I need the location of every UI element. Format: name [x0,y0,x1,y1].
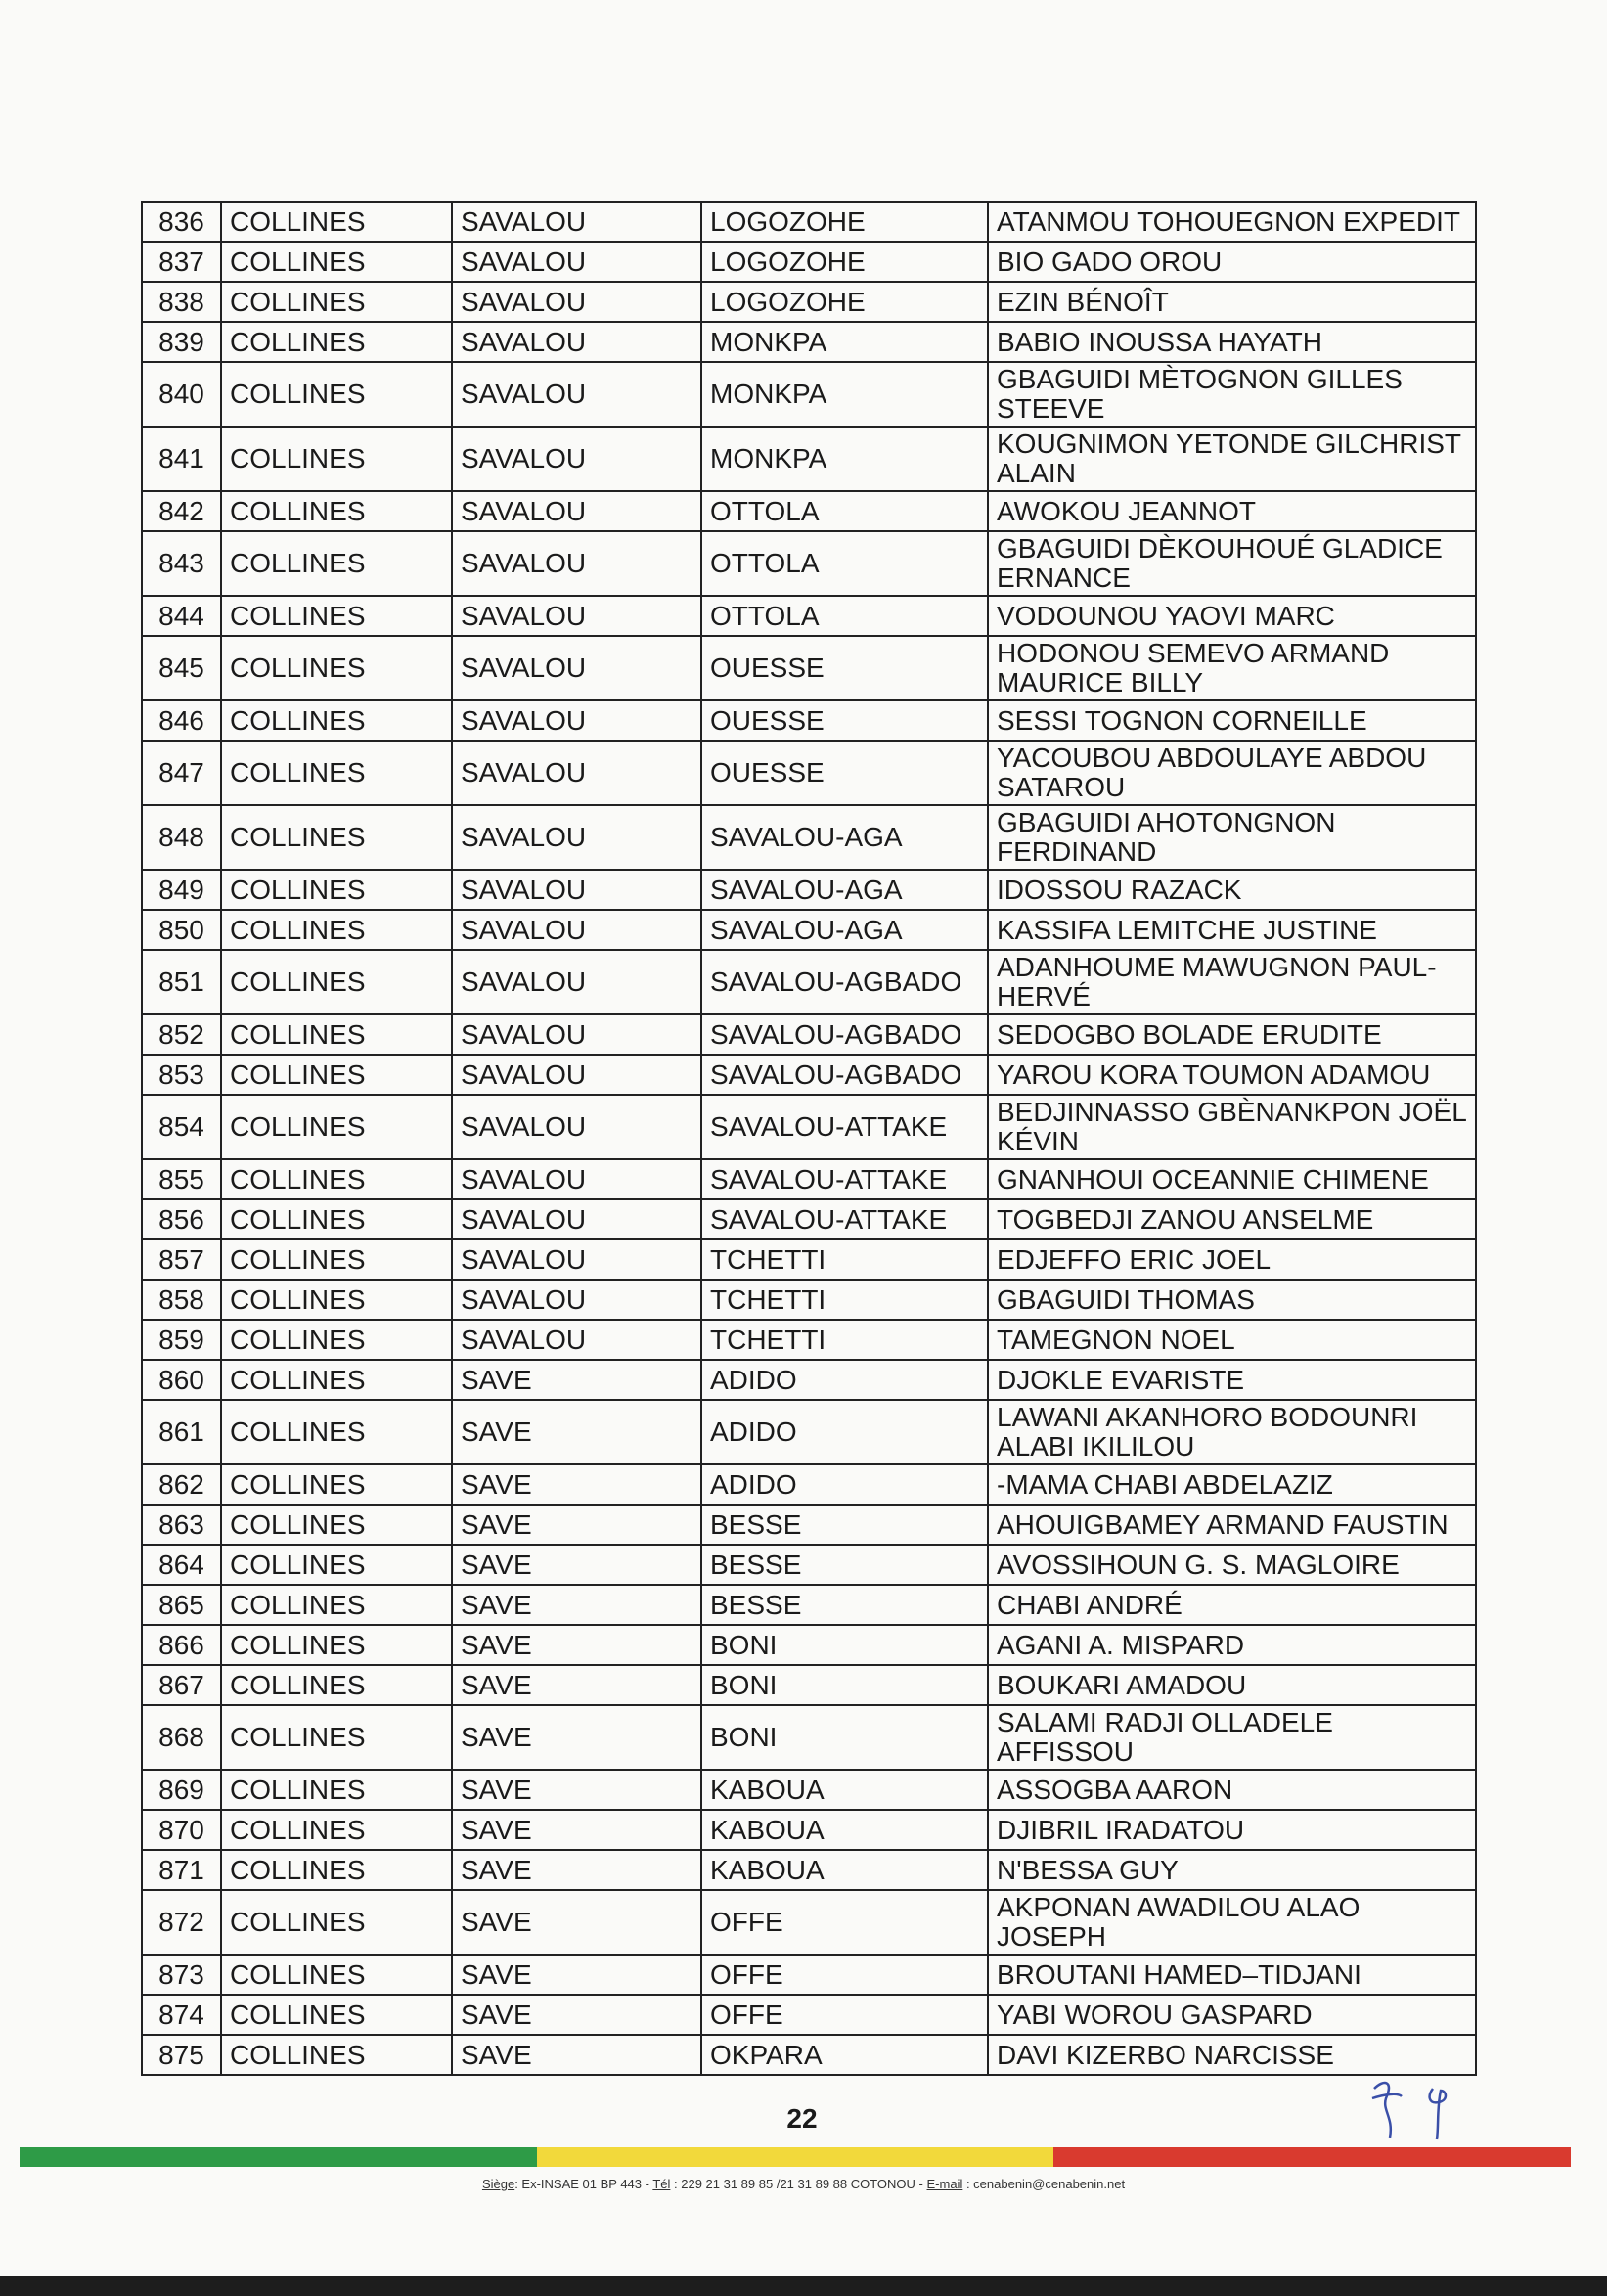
siege-label: Siège [481,2177,515,2191]
cell-commune: SAVALOU [452,1014,701,1055]
cell-name: DAVI KIZERBO NARCISSE [988,2035,1476,2075]
cell-commune: SAVALOU [452,1055,701,1095]
cell-num: 858 [142,1280,221,1320]
cell-dept: COLLINES [221,1199,452,1239]
cell-dept: COLLINES [221,1014,452,1055]
flag-color-bar [20,2147,1571,2167]
roster-table [141,201,1477,2076]
cell-arrond: OTTOLA [701,531,988,596]
cell-commune: SAVE [452,1464,701,1505]
table-row [142,1239,1476,1280]
cell-name: N'BESSA GUY [988,1850,1476,1890]
cell-name: YABI WOROU GASPARD [988,1995,1476,2035]
cell-name: GBAGUIDI AHOTONGNON FERDINAND [988,805,1476,870]
cell-num: 856 [142,1199,221,1239]
cell-arrond: BONI [701,1625,988,1665]
cell-commune: SAVALOU [452,1199,701,1239]
cell-arrond: SAVALOU-ATTAKE [701,1095,988,1159]
cell-dept: COLLINES [221,1055,452,1095]
cell-commune: SAVALOU [452,427,701,491]
footer-contact [0,2177,1607,2191]
table-row [142,1705,1476,1770]
cell-arrond: OFFE [701,1955,988,1995]
cell-arrond: SAVALOU-AGA [701,870,988,910]
cell-arrond: SAVALOU-ATTAKE [701,1199,988,1239]
table-row [142,1320,1476,1360]
cell-dept: COLLINES [221,1625,452,1665]
cell-num: 869 [142,1770,221,1810]
table-row [142,491,1476,531]
cell-name: HODONOU SEMEVO ARMAND MAURICE BILLY [988,636,1476,700]
cell-commune: SAVALOU [452,1320,701,1360]
table-row [142,1400,1476,1464]
cell-commune: SAVE [452,1955,701,1995]
cell-num: 846 [142,700,221,741]
cell-num: 870 [142,1810,221,1850]
cell-arrond: TCHETTI [701,1280,988,1320]
cell-num: 863 [142,1505,221,1545]
cell-dept: COLLINES [221,910,452,950]
cell-commune: SAVE [452,1850,701,1890]
cell-commune: SAVALOU [452,636,701,700]
cell-num: 843 [142,531,221,596]
cell-commune: SAVALOU [452,362,701,427]
table-row [142,1850,1476,1890]
table-row [142,910,1476,950]
cell-dept: COLLINES [221,491,452,531]
cell-name: BABIO INOUSSA HAYATH [988,322,1476,362]
cell-dept: COLLINES [221,1545,452,1585]
cell-num: 861 [142,1400,221,1464]
cell-num: 854 [142,1095,221,1159]
cell-name: KOUGNIMON YETONDE GILCHRIST ALAIN [988,427,1476,491]
flag-yellow-segment [537,2147,1054,2167]
cell-dept: COLLINES [221,242,452,282]
cell-name: AWOKOU JEANNOT [988,491,1476,531]
cell-name: AVOSSIHOUN G. S. MAGLOIRE [988,1545,1476,1585]
cell-dept: COLLINES [221,1850,452,1890]
table-row [142,282,1476,322]
cell-name: -MAMA CHABI ABDELAZIZ [988,1464,1476,1505]
table-row [142,1095,1476,1159]
table-row [142,1585,1476,1625]
cell-commune: SAVE [452,1705,701,1770]
cell-commune: SAVE [452,1890,701,1955]
cell-arrond: OUESSE [701,700,988,741]
table-row [142,427,1476,491]
cell-commune: SAVE [452,1545,701,1585]
cell-commune: SAVALOU [452,1159,701,1199]
cell-arrond: TCHETTI [701,1320,988,1360]
cell-dept: COLLINES [221,1890,452,1955]
cell-commune: SAVALOU [452,1280,701,1320]
cell-commune: SAVE [452,1505,701,1545]
cell-num: 868 [142,1705,221,1770]
cell-arrond: KABOUA [701,1810,988,1850]
cell-arrond: BESSE [701,1505,988,1545]
cell-num: 845 [142,636,221,700]
table-row [142,1665,1476,1705]
table-row [142,531,1476,596]
table-row [142,1014,1476,1055]
cell-dept: COLLINES [221,1320,452,1360]
cell-name: ATANMOU TOHOUEGNON EXPEDIT [988,202,1476,242]
table-row [142,1625,1476,1665]
cell-name: EDJEFFO ERIC JOEL [988,1239,1476,1280]
cell-num: 873 [142,1955,221,1995]
cell-arrond: KABOUA [701,1850,988,1890]
cell-name: IDOSSOU RAZACK [988,870,1476,910]
cell-num: 864 [142,1545,221,1585]
page-number: 22 [786,2103,818,2134]
cell-commune: SAVALOU [452,202,701,242]
tel-text: : 229 21 31 89 85 /21 31 89 88 COTONOU - [670,2177,927,2191]
cell-commune: SAVE [452,1400,701,1464]
cell-arrond: BONI [701,1705,988,1770]
table-row [142,2035,1476,2075]
cell-commune: SAVALOU [452,1239,701,1280]
cell-commune: SAVALOU [452,700,701,741]
table-row [142,596,1476,636]
table-row [142,870,1476,910]
table-row [142,1810,1476,1850]
cell-dept: COLLINES [221,362,452,427]
cell-dept: COLLINES [221,1095,452,1159]
cell-commune: SAVE [452,2035,701,2075]
cell-num: 874 [142,1995,221,2035]
cell-name: GBAGUIDI THOMAS [988,1280,1476,1320]
cell-commune: SAVALOU [452,910,701,950]
cell-name: LAWANI AKANHORO BODOUNRI ALABI IKILILOU [988,1400,1476,1464]
cell-arrond: TCHETTI [701,1239,988,1280]
cell-name: VODOUNOU YAOVI MARC [988,596,1476,636]
cell-dept: COLLINES [221,1280,452,1320]
table-row [142,1055,1476,1095]
cell-dept: COLLINES [221,870,452,910]
cell-arrond: OUESSE [701,741,988,805]
table-row [142,1505,1476,1545]
cell-commune: SAVE [452,1585,701,1625]
cell-arrond: OUESSE [701,636,988,700]
cell-num: 866 [142,1625,221,1665]
cell-name: CHABI ANDRÉ [988,1585,1476,1625]
cell-name: YAROU KORA TOUMON ADAMOU [988,1055,1476,1095]
signature-mark [1364,2069,1472,2147]
cell-name: TAMEGNON NOEL [988,1320,1476,1360]
table-row [142,636,1476,700]
cell-name: GBAGUIDI MÈTOGNON GILLES STEEVE [988,362,1476,427]
table-row [142,1464,1476,1505]
table-row [142,1955,1476,1995]
cell-commune: SAVALOU [452,950,701,1014]
cell-dept: COLLINES [221,1770,452,1810]
cell-num: 862 [142,1464,221,1505]
cell-name: TOGBEDJI ZANOU ANSELME [988,1199,1476,1239]
cell-dept: COLLINES [221,1585,452,1625]
cell-arrond: SAVALOU-AGBADO [701,1055,988,1095]
cell-dept: COLLINES [221,427,452,491]
cell-commune: SAVE [452,1810,701,1850]
cell-commune: SAVE [452,1770,701,1810]
cell-dept: COLLINES [221,741,452,805]
cell-dept: COLLINES [221,1400,452,1464]
cell-commune: SAVALOU [452,282,701,322]
flag-green-segment [20,2147,537,2167]
cell-name: YACOUBOU ABDOULAYE ABDOU SATAROU [988,741,1476,805]
cell-commune: SAVE [452,1995,701,2035]
cell-dept: COLLINES [221,1505,452,1545]
cell-dept: COLLINES [221,1360,452,1400]
cell-dept: COLLINES [221,1810,452,1850]
cell-dept: COLLINES [221,1464,452,1505]
cell-name: GBAGUIDI DÈKOUHOUÉ GLADICE ERNANCE [988,531,1476,596]
cell-arrond: SAVALOU-AGA [701,910,988,950]
cell-num: 844 [142,596,221,636]
table-row [142,1360,1476,1400]
cell-arrond: BONI [701,1665,988,1705]
cell-name: SALAMI RADJI OLLADELE AFFISSOU [988,1705,1476,1770]
cell-dept: COLLINES [221,202,452,242]
cell-arrond: BESSE [701,1585,988,1625]
cell-commune: SAVALOU [452,805,701,870]
table-row [142,242,1476,282]
table-row [142,1890,1476,1955]
cell-name: AGANI A. MISPARD [988,1625,1476,1665]
cell-arrond: MONKPA [701,427,988,491]
cell-num: 841 [142,427,221,491]
table-row [142,700,1476,741]
table-row [142,202,1476,242]
cell-name: KASSIFA LEMITCHE JUSTINE [988,910,1476,950]
cell-num: 875 [142,2035,221,2075]
cell-dept: COLLINES [221,1705,452,1770]
cell-commune: SAVE [452,1625,701,1665]
flag-red-segment [1053,2147,1571,2167]
cell-num: 871 [142,1850,221,1890]
cell-num: 867 [142,1665,221,1705]
cell-dept: COLLINES [221,1159,452,1199]
cell-dept: COLLINES [221,322,452,362]
cell-name: BOUKARI AMADOU [988,1665,1476,1705]
cell-name: BIO GADO OROU [988,242,1476,282]
roster-body [142,202,1476,2075]
cell-num: 849 [142,870,221,910]
cell-arrond: OTTOLA [701,491,988,531]
cell-name: AKPONAN AWADILOU ALAO JOSEPH [988,1890,1476,1955]
cell-arrond: ADIDO [701,1400,988,1464]
cell-name: AHOUIGBAMEY ARMAND FAUSTIN [988,1505,1476,1545]
scan-edge [0,2276,1607,2296]
cell-name: ASSOGBA AARON [988,1770,1476,1810]
cell-commune: SAVALOU [452,491,701,531]
cell-commune: SAVALOU [452,596,701,636]
cell-dept: COLLINES [221,596,452,636]
cell-name: BEDJINNASSO GBÈNANKPON JOËL KÉVIN [988,1095,1476,1159]
cell-num: 865 [142,1585,221,1625]
email-label: E-mail [926,2177,963,2191]
table-row [142,950,1476,1014]
cell-dept: COLLINES [221,1239,452,1280]
cell-arrond: SAVALOU-AGBADO [701,950,988,1014]
cell-num: 839 [142,322,221,362]
table-row [142,322,1476,362]
cell-commune: SAVALOU [452,741,701,805]
email-text: : cenabenin@cenabenin.net [962,2177,1126,2191]
cell-num: 848 [142,805,221,870]
cell-arrond: ADIDO [701,1464,988,1505]
cell-commune: SAVE [452,1665,701,1705]
tel-label: Tél [652,2177,671,2191]
cell-num: 837 [142,242,221,282]
cell-dept: COLLINES [221,636,452,700]
cell-commune: SAVE [452,1360,701,1400]
cell-arrond: ADIDO [701,1360,988,1400]
cell-dept: COLLINES [221,1995,452,2035]
cell-commune: SAVALOU [452,242,701,282]
cell-arrond: LOGOZOHE [701,242,988,282]
cell-commune: SAVALOU [452,870,701,910]
cell-num: 855 [142,1159,221,1199]
cell-arrond: OFFE [701,1995,988,2035]
cell-arrond: OFFE [701,1890,988,1955]
cell-num: 851 [142,950,221,1014]
table-row [142,805,1476,870]
cell-commune: SAVALOU [452,531,701,596]
cell-dept: COLLINES [221,531,452,596]
cell-num: 838 [142,282,221,322]
siege-text: : Ex-INSAE 01 BP 443 - [514,2177,653,2191]
table-row [142,1199,1476,1239]
cell-num: 842 [142,491,221,531]
cell-arrond: KABOUA [701,1770,988,1810]
cell-arrond: BESSE [701,1545,988,1585]
cell-arrond: OTTOLA [701,596,988,636]
cell-dept: COLLINES [221,700,452,741]
cell-num: 860 [142,1360,221,1400]
cell-arrond: MONKPA [701,362,988,427]
cell-arrond: SAVALOU-ATTAKE [701,1159,988,1199]
cell-name: DJIBRIL IRADATOU [988,1810,1476,1850]
table-row [142,741,1476,805]
cell-num: 872 [142,1890,221,1955]
cell-commune: SAVALOU [452,1095,701,1159]
table-row [142,1280,1476,1320]
table-row [142,1995,1476,2035]
cell-dept: COLLINES [221,2035,452,2075]
cell-dept: COLLINES [221,1955,452,1995]
cell-name: EZIN BÉNOÎT [988,282,1476,322]
cell-name: SEDOGBO BOLADE ERUDITE [988,1014,1476,1055]
cell-name: ADANHOUME MAWUGNON PAUL-HERVÉ [988,950,1476,1014]
cell-dept: COLLINES [221,1665,452,1705]
cell-num: 836 [142,202,221,242]
cell-dept: COLLINES [221,950,452,1014]
cell-num: 859 [142,1320,221,1360]
cell-dept: COLLINES [221,282,452,322]
cell-arrond: LOGOZOHE [701,282,988,322]
cell-num: 852 [142,1014,221,1055]
cell-num: 857 [142,1239,221,1280]
table-row [142,1770,1476,1810]
table-row [142,1159,1476,1199]
cell-arrond: SAVALOU-AGA [701,805,988,870]
cell-num: 840 [142,362,221,427]
cell-name: DJOKLE EVARISTE [988,1360,1476,1400]
cell-commune: SAVALOU [452,322,701,362]
cell-name: SESSI TOGNON CORNEILLE [988,700,1476,741]
table-row [142,1545,1476,1585]
cell-name: GNANHOUI OCEANNIE CHIMENE [988,1159,1476,1199]
cell-num: 847 [142,741,221,805]
cell-arrond: LOGOZOHE [701,202,988,242]
cell-name: BROUTANI HAMED–TIDJANI [988,1955,1476,1995]
table-row [142,362,1476,427]
cell-dept: COLLINES [221,805,452,870]
cell-arrond: MONKPA [701,322,988,362]
cell-num: 853 [142,1055,221,1095]
cell-arrond: SAVALOU-AGBADO [701,1014,988,1055]
cell-arrond: OKPARA [701,2035,988,2075]
cell-num: 850 [142,910,221,950]
